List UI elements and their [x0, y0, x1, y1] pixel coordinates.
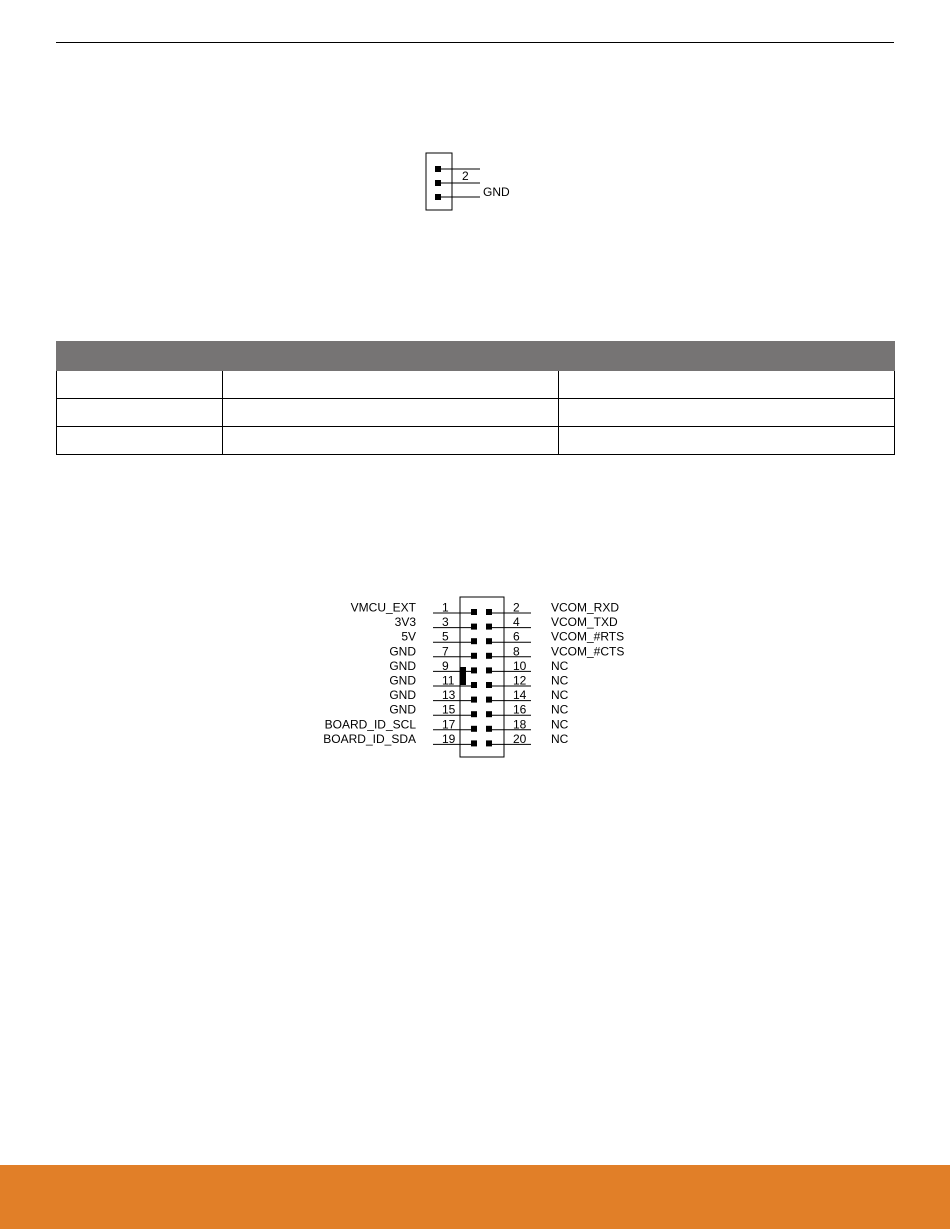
left-pin-number: 5 [442, 629, 449, 644]
left-signal-label: GND [389, 673, 416, 688]
table-cell [57, 399, 223, 427]
debug-connector-svg [300, 590, 660, 765]
pin-square-even [486, 740, 492, 746]
right-signal-label: NC [551, 702, 569, 717]
right-signal-label: NC [551, 717, 569, 732]
polarization-key [460, 667, 466, 685]
right-signal-label: VCOM_RXD [551, 600, 620, 615]
pin-square-even [486, 667, 492, 673]
debug-connector-diagram [300, 590, 660, 765]
pin-square-even [486, 726, 492, 732]
pin-square-odd [471, 726, 477, 732]
pin-square-odd [471, 711, 477, 717]
table-cell [223, 399, 559, 427]
table-cell [559, 427, 895, 455]
table-cell [559, 371, 895, 399]
pin-3 [435, 194, 441, 200]
table-row [57, 399, 895, 427]
pin-square-odd [471, 638, 477, 644]
pin-square-odd [471, 653, 477, 659]
left-signal-label: GND [389, 658, 416, 673]
right-pin-number: 4 [513, 615, 520, 630]
table-header-cell [559, 342, 895, 371]
table-cell [559, 399, 895, 427]
right-pin-number: 14 [513, 688, 527, 703]
right-pin-number: 10 [513, 658, 527, 673]
left-signal-label: GND [389, 702, 416, 717]
table-row [57, 371, 895, 399]
right-pin-number: 16 [513, 702, 527, 717]
table-cell [223, 427, 559, 455]
right-signal-label: NC [551, 731, 569, 746]
header-rule [56, 42, 894, 43]
left-pin-number: 3 [442, 615, 449, 630]
right-signal-label: VCOM_#CTS [551, 644, 625, 659]
left-signal-label: VMCU_EXT [350, 600, 416, 615]
left-signal-label: 5V [401, 629, 416, 644]
right-pin-number: 8 [513, 644, 520, 659]
table-row [57, 427, 895, 455]
right-pin-number: 20 [513, 731, 527, 746]
right-signal-label: VCOM_#RTS [551, 629, 625, 644]
table-header-row [57, 342, 895, 371]
pin-square-even [486, 653, 492, 659]
left-pin-number: 1 [442, 600, 449, 615]
right-signal-label: NC [551, 658, 569, 673]
pin-2 [435, 180, 441, 186]
right-signal-label: NC [551, 688, 569, 703]
small-connector-svg [420, 150, 540, 214]
right-signal-label: NC [551, 673, 569, 688]
pin-square-odd [471, 609, 477, 615]
table-cell [223, 371, 559, 399]
left-signal-label: GND [389, 644, 416, 659]
right-pin-number: 6 [513, 629, 520, 644]
pin-square-even [486, 624, 492, 630]
left-pin-number: 19 [442, 731, 456, 746]
right-signal-label: VCOM_TXD [551, 615, 618, 630]
right-pin-number: 18 [513, 717, 527, 732]
left-pin-number: 9 [442, 658, 449, 673]
pin-square-odd [471, 667, 477, 673]
table-cell [57, 427, 223, 455]
pin-square-odd [471, 682, 477, 688]
small-connector-diagram [420, 150, 540, 214]
pin-3-label: GND [483, 185, 510, 199]
left-signal-label: 3V3 [394, 615, 416, 630]
left-pin-number: 13 [442, 688, 456, 703]
pin-square-even [486, 697, 492, 703]
table-cell [57, 371, 223, 399]
left-signal-label: BOARD_ID_SCL [324, 717, 416, 732]
left-pin-number: 15 [442, 702, 456, 717]
left-signal-label: BOARD_ID_SDA [323, 731, 416, 746]
pin-table [56, 341, 895, 455]
left-signal-label: GND [389, 688, 416, 703]
pin-square-even [486, 638, 492, 644]
pin-square-odd [471, 624, 477, 630]
pin-square-even [486, 711, 492, 717]
pin-square-even [486, 609, 492, 615]
table-header-cell [223, 342, 559, 371]
left-pin-number: 17 [442, 717, 456, 732]
table-header-cell [57, 342, 223, 371]
footer-bar [0, 1165, 950, 1229]
right-pin-number: 12 [513, 673, 527, 688]
pin-square-odd [471, 740, 477, 746]
right-pin-number: 2 [513, 600, 520, 615]
connector-body [460, 597, 504, 757]
left-pin-number: 11 [442, 673, 455, 688]
pin-1 [435, 166, 441, 172]
pin-square-odd [471, 697, 477, 703]
left-pin-number: 7 [442, 644, 449, 659]
pin-square-even [486, 682, 492, 688]
pin-2-label: 2 [462, 169, 469, 183]
